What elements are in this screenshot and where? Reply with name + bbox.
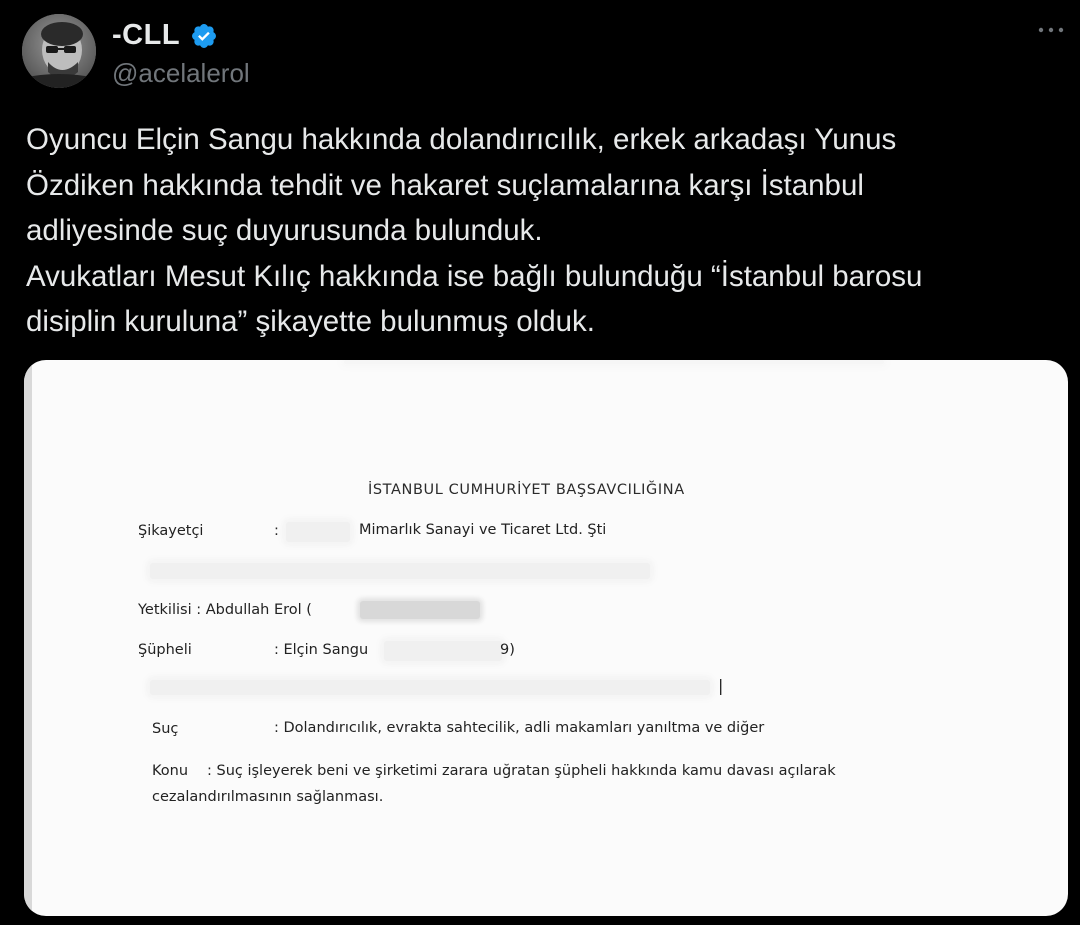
redacted-area — [360, 601, 480, 619]
document-title: İSTANBUL CUMHURİYET BAŞSAVCILIĞINA — [368, 482, 685, 498]
verified-badge-icon — [190, 22, 218, 50]
complainant-separator: : — [274, 523, 279, 539]
crime-label: Suç — [152, 721, 179, 737]
document-edge — [24, 360, 32, 916]
subject-line1: : Suç işleyerek beni ve şirketimi zarara uğratan şüpheli hakkında kamu davası açılarak — [207, 763, 836, 779]
avatar-image — [22, 14, 96, 88]
tweet-media-image[interactable] — [24, 360, 1068, 916]
subject-line2: cezalandırılmasının sağlanması. — [152, 789, 384, 805]
separator-mark: | — [718, 676, 724, 695]
redacted-area — [384, 641, 502, 661]
author-name[interactable]: -CLL — [112, 19, 181, 51]
redacted-area — [344, 360, 884, 364]
author-row — [112, 19, 218, 52]
complainant-label: Şikayetçi — [138, 523, 204, 539]
redacted-area — [286, 522, 350, 542]
redacted-address — [150, 563, 650, 579]
author-handle[interactable]: @acelalerol — [112, 58, 250, 88]
avatar[interactable] — [22, 14, 96, 88]
complainant-value: Mimarlık Sanayi ve Ticaret Ltd. Şti — [359, 522, 607, 538]
tweet-text: Oyuncu Elçin Sangu hakkında dolandırıcılık, erkek arkadaşı Yunus Özdiken hakkında tehdit ve hakaret suçlamalarına karşı İstanbul adliyesinde suç duyurusunda bulunduk. Avukatları Mesut Kılıç hakkında ise bağlı bulunduğu “İstanbul barosu disiplin kuruluna” şikayette bulunmuş olduk. — [26, 123, 923, 338]
suspect-value: : Elçin Sangu — [274, 642, 369, 658]
suspect-label: Şüpheli — [138, 642, 192, 658]
redacted-address — [150, 680, 710, 695]
subject-label: Konu — [152, 763, 189, 779]
suspect-close: 9) — [500, 642, 515, 658]
authorized-label: Yetkilisi : Abdullah Erol ( — [138, 602, 312, 618]
more-options-icon[interactable] — [1036, 20, 1066, 40]
crime-value: : Dolandırıcılık, evrakta sahtecilik, adli makamları yanıltma ve diğer — [274, 720, 765, 736]
